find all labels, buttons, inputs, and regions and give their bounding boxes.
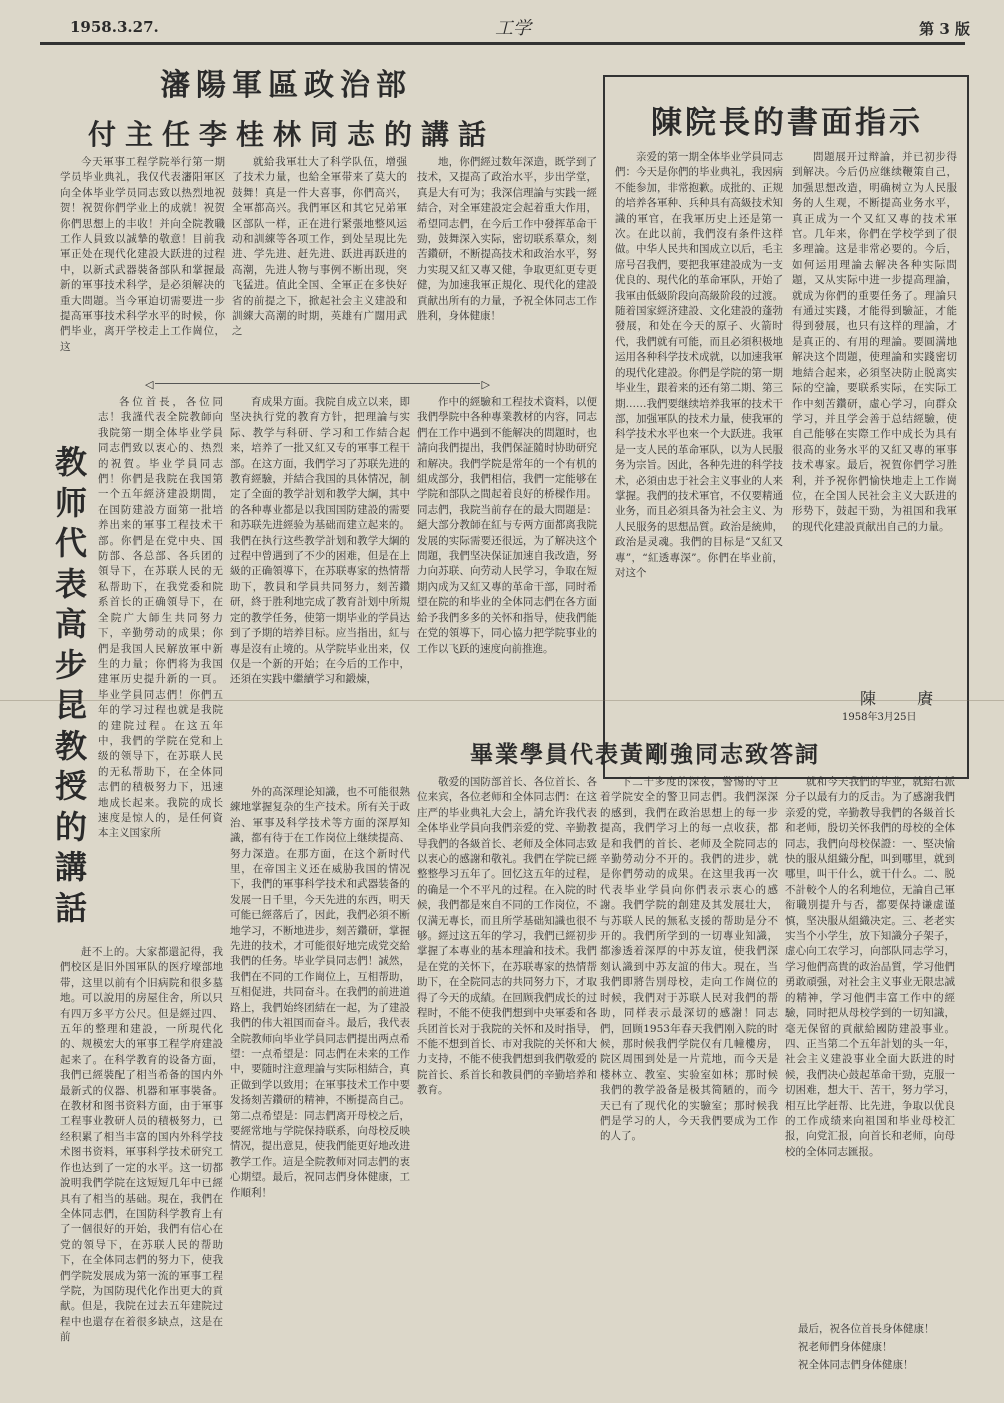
article1-divider-ornament	[145, 378, 490, 390]
masthead-rule	[40, 42, 965, 45]
article3-signature: 陳 賡	[860, 689, 952, 708]
article1-column-1: 今天軍事工程学院举行第一期学员毕业典礼，我仅代表瀋阳軍区向全体毕业学员同志致以热烈地祝贺！祝贺你們学业上的成就！祝贺你們思想上的丰收！并向全院教職工作人員致以誠摯的敬意！目前我軍正处在现代化建設大跃进的过程中，以新式武器裝备部队和掌握最新的軍事技术科学，是必須解决的重大問題。当今軍迫切需要进一步提高軍事技术科学水平的时候，你們毕业，离开学校走上工作崗位，这	[60, 156, 225, 353]
article3-column-2: 問題展开过辩論，并已初步得到解决。今后仍应继续鞭策自己，加强思想改造，明确树立为人民服务的人生观，不断提高业务水平，真正成为一个又紅又專的技术軍官。几年来，你們在学校学到了很多理論。这是非常必要的。今后，如何运用理論去解决各种实际問題，又从实际中进一步提高理論，就成为你們的重要任务了。理論只有通过实踐，才能得到驗証，才能得到發展，也只有这样的理論，才是真正的、有用的理論。要圓满地解决这个問題，使理論和实踐密切地結合起来，必須坚决防止脱离实际的空論，要联系实际，在实际工作中刻苦鑽研，虛心学习，向群众学习，并且学会善于总结經驗，使自己能够在实際工作中成长为具有很高的业务水平的又紅又專的軍事技术專家。最后，祝賀你們学习胜利，并予祝你們愉快地走上工作崗位，在全国人民社会主义大跃进的形势下，鼓起干勁，为祖国和我軍的现代化建設貢献出自己的力量。	[792, 151, 957, 533]
article1-headline-line2: 付主任李桂林同志的講話	[88, 118, 496, 151]
article3-title: 陳院長的書面指示	[651, 105, 923, 141]
article1-column-2: 就給我軍壮大了科学队伍，增强了技术力量，也給全軍带来了莫大的鼓舞！真是一件大喜事，你們高兴，全軍都高兴。我們軍区和其它兄弟軍区部队一样，正在进行紧張地整风运动和訓練等各项工作，到处呈現比先进、学先进、赶先进、跃进再跃进的高潮，先进人物与事例不断出现，突飞猛进。值此全国、全軍正在多快好省的前提之下，掀起社会主义建設和訓練大高潮的时期，英雄有广闊用武之	[232, 156, 407, 338]
article2-column-2a: 育成果方面。我院自成立以来，即坚决执行党的教育方针，把理論与实际、教学与科研、学习和工作結合起来，培养了一批又紅又专的軍事工程干部。在这方面，我們学习了苏联先进的教育經驗，并結合我国的具体情况，制定了全面的教学計划和教学大綱，其中的各种專业都是以我国国防建設的需要和苏联先进經验为基础而建立起来的。我們在执行这些教学計划和教学大綱的过程中曾遇到了不少的困难，但是在上級的正确領導下，在苏联專家的热情帮助下，教員和学員共同努力，刻苦鑽研，終于胜利地完成了教育計划中所規定的教学任务，使第一期毕业的学員达到了予期的培养目标。应当指出，紅与專是沒有止境的。从学院毕业出来，仅仅是一个新的开始；在今后的工作中，还須在实践中繼續学习和鍛煉，	[230, 396, 410, 686]
article2-column-1a: 各位首長，各位同志！我謹代表全院教師向我院第一期全体毕业学員同志們致以衷心的、热烈的祝賀。毕业学員同志們！你們是我院在我国第一个五年經济建設期間，在国防建設方面第一批培养出来的軍事工程技术干部。你們是在党中央、国防部、各总部、各兵团的領导下，在苏联人民的无私帮助下，在我党委和院系首长的正确領导下，在全院广大師生共同努力下，辛勤勞动的成果；你們是我国人民解放軍中新生的力量；你們将为我国建軍历史提升新的一頁。毕业学員同志們！你們五年的学习过程也就是我院的建院过程。在这五年中，我們的学院在党和上级的领导下，在苏联人民的无私帮助下，在全体同志們的積极努力下，迅速地成长起来。我院的成长速度是惊人的，是任何資本主义国家所	[98, 396, 223, 840]
article3-signature-date: 1958年3月25日	[842, 712, 917, 723]
article4-column-2: 下二十多度的深夜，警惕的守卫着学院安全的警卫同志們。我們深深的感到，我們在政治思想上的每一步提高，我們学习上的每一点收获，都是和我們的首长、老师及全院同志的辛勤勞动分不开的。我們的进步，就是你們勞动的成果。在这里我再一次代表毕业学員向你們表示衷心的感謝。我們学院的創建及其发展壮大，与苏联人民的無私支援的帮助是分不开的。我們所学到的一切專业知識，都渗透着深厚的中苏友谊，使我們深刻认識到中苏友誼的伟大。現在，当我們即將告別母校，走向工作崗位的时候，我們对于苏联人民对我們的帮助，同样表示最深切的感謝！同志們，回顾1953年春天我們刚入院的时候，那时候我們学院仅有几幢樓房，院区周围到处是一片荒地，而今天是楼林立、教室、实验室如林；那时候我們的教学設备是极其简陋的，而今天已有了现代化的实驗室；那时候我們是学习的人，今天我們要成为工作的人了。	[600, 776, 778, 1143]
masthead	[40, 14, 970, 40]
closing-line-3: 祝全体同志們身体健康！	[798, 1359, 914, 1371]
article2-vertical-title: 教师代表高步昆教授的講話	[54, 443, 87, 927]
right-arrow-icon: ▷	[481, 378, 490, 391]
article4-column-1: 敬爱的国防部首长、各位首长、各位来宾，各位老师和全体同志們：在这庄严的毕业典礼大会上，請允许我代表全体毕业学員向我們亲爱的党、辛勤教导我們的各級首长、老师及全体同志致以衷心的感謝和敬礼。我們在学院已經整整學习五年了。回忆这五年的过程，的确是一个不平凡的过程。在入院的时候，我們都是來自不同的工作岗位，不仅满无專长，而且所学基础知識也很不够。經过这五年的学习，我們已經初步掌握了本專业的基本理論和技术。我們是在党的关怀下，在苏联專家的热情帮助下，在全院同志的共同努力下，才取得了今天的成績。在回顾我們成长的过程时，不能不使我們想到中央軍委和各兵团首长对于我院的关怀和及时指导，不能不想到首长、市对我院的关怀和大力支持，不能不使我們想到我們敬爱的院首长、系首长和教員們的辛勤培养和教育。	[417, 776, 597, 1097]
closing-line-1: 最后，祝各位首長身体健康！	[798, 1323, 935, 1335]
article4-column-3: 就和今天我們的毕业，就給右派分子以最有力的反击。为了感謝我們亲爱的党，辛勤教导我們的各級首长和老师，殷切关怀我們的母校的全体同志，我們向母校保證：一、堅决愉快的服从組織分配，叫到哪里，就到哪里，叫干什么，就干什么。二、脱不計較个人的名利地位，无論自己軍衔職別提升与否，都要保持谦虚谨慎，坚决服从組織决定。三、老老实实当个小学生，放下知識分子架子，虚心向工农学习，向部队同志学习，学习他們高貴的政治品質，学习他們勇敢頑强，对社会主义事业无限忠誠的精神，学习他們丰富工作中的經驗，同时把从母校学到的一切知識，毫无保留的貢献給國防建設事业。四、正当第二个五年計划的头一年，社会主义建設事业全面大跃进的时候，我們决心鼓起革命干勁，克服一切困难，想大干、苦干，努力学习，相互比学赶帮、比先进，争取以优良的工作成绩来向祖国和毕业母校汇报，向党汇报，向首长和老师，向母校的全体同志匯报。	[785, 776, 955, 1158]
article2-column-1b: 赶不上的。大家都還記得，我們校区是旧外国軍队的医疗壕部地带，这里以前有个旧病院和很多墓地。可以說用的房屋住舍，所以只有四万多平方公尺。但是經过四、五年的整理和建設，一所現代化的、规模宏大的軍事工程学府建設起来了。在科学教育的设备方面，我們已經裝配了相当希备的国内外最新式的仪器、机器和軍事裝备。在教材和图书资料方面，由于軍事工程事业教研人员的積极努力，已经积累了相当丰富的国内外科学技术图书资料，軍事科学技术研究工作也达到了一定的水平。这一切都說明我們学院在这短短几年中已經具有了相当的基础。現在，我們在全体同志們，在国防科学教育上有了一個很好的开始，我們有信心在党的領导下，在苏联人民的帮助下，在全体同志們的努力下，使我們学院发展成为第一流的軍事工程学院，为国防現代化作出更大的貢献。但是，我院在过去五年建院过程中也還存在着很多缺点，这是在前	[60, 946, 223, 1344]
article2-column-3a: 作中的經驗和工程技术資料，以便我們學院中各种專業教材的内容，同志們在工作中遇到不能解决的問題时，也請向我們提出，我們保証隨时协助研究和解决。我們学院是常年的一个有机的組成部分，我們相信，我們一定能够在学院和部队之間起着良好的桥樑作用。同志們，我院当前存在的最大問題是：絕大部分教師在紅与专两方面都离我院发展的实际需要还很远，为了解决这个問題，我們坚决保证加速自我改造，努力向苏联、向劳动人民学习，争取在短期內成为又紅又專的革命干部，同时希望在院的和毕业的全体同志們在各方面給予我們多多的关怀和指导，使我們能在党的領導下，同心協力把学院事业的工作以飞跃的速度向前推進。	[417, 396, 597, 655]
article4-title: 畢業學員代表黃剛強同志致答詞	[470, 741, 820, 768]
article3-column-1: 亲爱的第一期全体毕业学員同志們：今天是你們的毕业典礼，我因病不能参加，非常抱歉。成批的、正规的培养各軍种、兵种具有高級技术知識的軍官，在我軍历史上还是第一次。在此以前，我們沒有条件这样做。中华人民共和国成立以后，毛主席号召我們，要把我軍建設成为一支优良的、現代化的革命軍队，开始了我軍由低級阶段向高級阶段的过渡。随着国家經济建設、文化建設的蓬勃發展，和处在今天的原子、火箭时代，我們就有可能，而且必須积极地运用各种科学技术成就，以加速我軍的現代化建設。你們是学院的第一期毕业生，跟着来的还有第二期、第三期……我們要继续培养我軍的技术干部，加强軍队的技术力量，使我軍的科学技术水平也來一个大跃进。我軍是一支人民的革命軍队，以为人民服务为宗旨。因此，各种先进的科学技术，必須由忠于社会主义事业的人来掌握。我們的技术軍官，不仅要精通业务，而且必須具备为社会主义、为人民服务的思想品質。政治是統帅，政治是灵魂。我們的目标是“又紅又專”，“紅透專深”。你們在毕业前，对这个	[615, 151, 783, 579]
page-number: 第 3 版	[919, 20, 970, 38]
article1-column-3: 地，你們經过数年深造，既学到了技术，又提高了政治水平，步出学堂，真是大有可为；我深信理論与实践一經結合，对全軍建設定会起着重大作用，希望同志們，在今后工作中發挥革命干勁，鼓舞深入实际，密切联系羣众，刻苦鑽研，不断提高技术和政治水平，努力实現又紅又專又健，争取更紅更专更健，为加速我軍正規化、現代化的建設貢献出所有的力量，予祝全体同志工作胜利，身体健康！	[417, 156, 597, 323]
left-arrow-icon: ◁	[145, 378, 154, 391]
paper-name: 工学	[495, 18, 531, 39]
article1-headline-line1: 瀋陽軍區政治部	[160, 68, 412, 103]
issue-date: 1958.3.27.	[70, 18, 159, 36]
article2-column-2b: 外的高深理论知識，也不可能很熟練地掌握复杂的生产技术。所有关于政治、軍事及科学技术等方面的深厚知識，都有待于在工作岗位上继续提高、努力深造。在那方面，在这个新时代里，在帝国主义还在威胁我国的情况下，我們的軍事科学技术和武器装备的发展一日千里，今天先进的东西，明天可能已經落后了，因此，我們必須不断地学习，不断地进步，刻苦鑽研，掌握先进的技术，才可能很好地完成党交給我們的任务。毕业学員同志們！誠然，我們在不同的工作崗位上，互相帮助，互相促进，共同奋斗。在我們的前进道路上，我們始终团結在一起，为了建設我們的伟大祖国而奋斗。最后，我代表全院教师向毕业学員同志們提出两点希望：一点希望是：同志們在未来的工作中，要随时注意理論与实际相結合，真正做到学以致用；在軍事技术工作中要发扬刻苦鑽研的精神，不断提高自己。第二点希望是：同志們离开母校之后，要經常地与学院保持联系，向母校反映情况，提出意見，使我們能更好地改进教学工作。這是全院教师对同志們的衷心期望。最后，祝同志們身体健康，工作順利！	[230, 786, 410, 1199]
closing-line-2: 祝老师們身体健康！	[798, 1341, 893, 1353]
paper-fold-crease	[0, 700, 1004, 701]
